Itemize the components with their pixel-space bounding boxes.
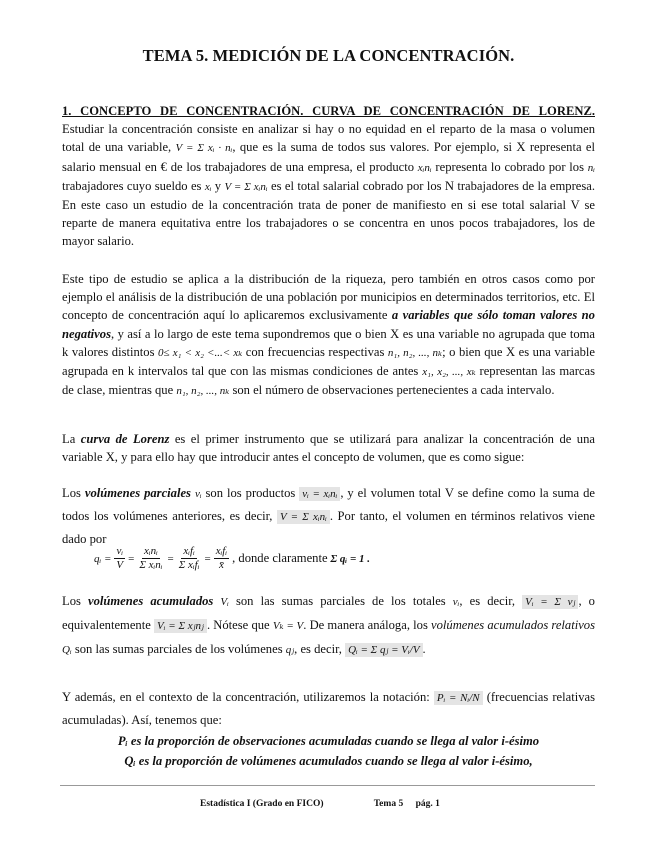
relative-volume-formula: qᵢ = $\frac{\text{vᵢ}}{V}$ = $\frac{\text{xᵢnᵢ}}{\text{Σ xᵢnᵢ}}$ = $\frac{\text{xᵢfᵢ}}{\text{Σ xᵢfᵢ}}$ = $\frac{\text{xᵢfᵢ}}{x̄}$ , donde claramente Σ qᵢ = 1 . bbox=[94, 545, 371, 571]
paragraph-6: Y además, en el contexto de la concentración, utilizaremos la notación: Pᵢ = Nᵢ/N (frecuencias relativas acumuladas). Así, tenemos que: bbox=[62, 690, 595, 727]
section-heading: 1. CONCEPTO DE CONCENTRACIÓN. CURVA DE CONCENTRACIÓN DE LORENZ. bbox=[62, 104, 595, 118]
formula-box: Vᵢ = Σ vⱼ bbox=[522, 595, 578, 609]
document-title: TEMA 5. MEDICIÓN DE LA CONCENTRACIÓN. bbox=[142, 46, 515, 65]
footer-page-number: pág. 1 bbox=[415, 799, 440, 809]
definition-q: Qᵢ es la proporción de volúmenes acumulados cuando se llega al valor i-ésimo, bbox=[124, 754, 533, 768]
formula-box: Vᵢ = Σ xⱼnⱼ bbox=[154, 619, 207, 633]
page-footer bbox=[200, 799, 488, 809]
paragraph-5: Los volúmenes acumulados Vᵢ son las sumas parciales de los totales vᵢ, es decir, Vᵢ = Σ vⱼ , o equivalentemente Vᵢ = Σ xⱼnⱼ . Nótese que Vₖ = V. De manera análoga, los volúmenes acumulados relativos Qᵢ son las sumas parciales de los volúmenes qⱼ, es decir, Qᵢ = Σ qⱼ = Vᵢ/V . bbox=[62, 594, 596, 656]
section1-paragraph: 1. CONCEPTO DE CONCENTRACIÓN. CURVA DE CONCENTRACIÓN DE LORENZ. Estudiar la concentración consiste en analizar si hay o no equidad en el reparto de la masa o volumen total de una variable, V = Σ xᵢ · nᵢ, que es la suma de todos sus valores. Por ejemplo, si X representa el salario mensual en € de los trabajadores de una empresa, el producto xᵢnᵢ representa lo cobrado por los nᵢ trabajadores cuyo sueldo es xᵢ y V = Σ xᵢnᵢ es el total salarial cobrado por los N trabajadores de la empresa. En este caso un estudio de la concentración trata de poner de manifiesto en si ese total salarial V se reparte de manera equitativa entre los trabajadores o se concentra en unos pocos trabajadores, los de mayor salario. bbox=[62, 104, 595, 249]
footer-tema: Tema 5 bbox=[373, 799, 404, 809]
footer-divider bbox=[60, 785, 595, 786]
formula-box: Qᵢ = Σ qⱼ = Vᵢ/V bbox=[345, 643, 422, 657]
definition-p: Pᵢ es la proporción de observaciones acumuladas cuando se llega al valor i-ésimo bbox=[117, 734, 540, 748]
formula-box: V = Σ xᵢnᵢ bbox=[277, 510, 330, 524]
formula-box: Pᵢ = Nᵢ/N bbox=[434, 691, 483, 705]
paragraph-3: La curva de Lorenz es el primer instrumento que se utilizará para analizar la concentración de una variable X, y para ello hay que introducir antes el concepto de volumen, que es como sigue: bbox=[62, 432, 595, 465]
formula-box: vᵢ = xᵢnᵢ bbox=[299, 487, 340, 501]
paragraph-4: Los volúmenes parciales vᵢ son los productos vᵢ = xᵢnᵢ , y el volumen total V se define como la suma de todos los volúmenes anteriores, es decir, V = Σ xᵢnᵢ . Por tanto, el volumen en términos relativos viene dado por bbox=[62, 486, 596, 546]
paragraph-2: Este tipo de estudio se aplica a la distribución de la riqueza, pero también en otros casos como por ejemplo el análisis de la distribución de una población por municipios en determinados territorios, etc. El concepto de concentración aquí lo aplicaremos exclusivamente a variables que sólo toman valores no negativos, y así a lo largo de este tema supondremos que o bien X es una variable no agrupada que toma k valores distintos 0≤ x₁ < x₂ <...< xₖ con frecuencias respectivas n₁, n₂, ..., nₖ; o bien que X es una variable agrupada en k intervalos tal que con las mismas condiciones de antes x₁, x₂, ..., xₖ representan las marcas de clase, mientras que n₁, n₂, ..., nₖ son el número de observaciones pertenecientes a cada intervalo. bbox=[62, 272, 596, 398]
footer-course: Estadística I (Grado en FICO) bbox=[200, 799, 324, 809]
